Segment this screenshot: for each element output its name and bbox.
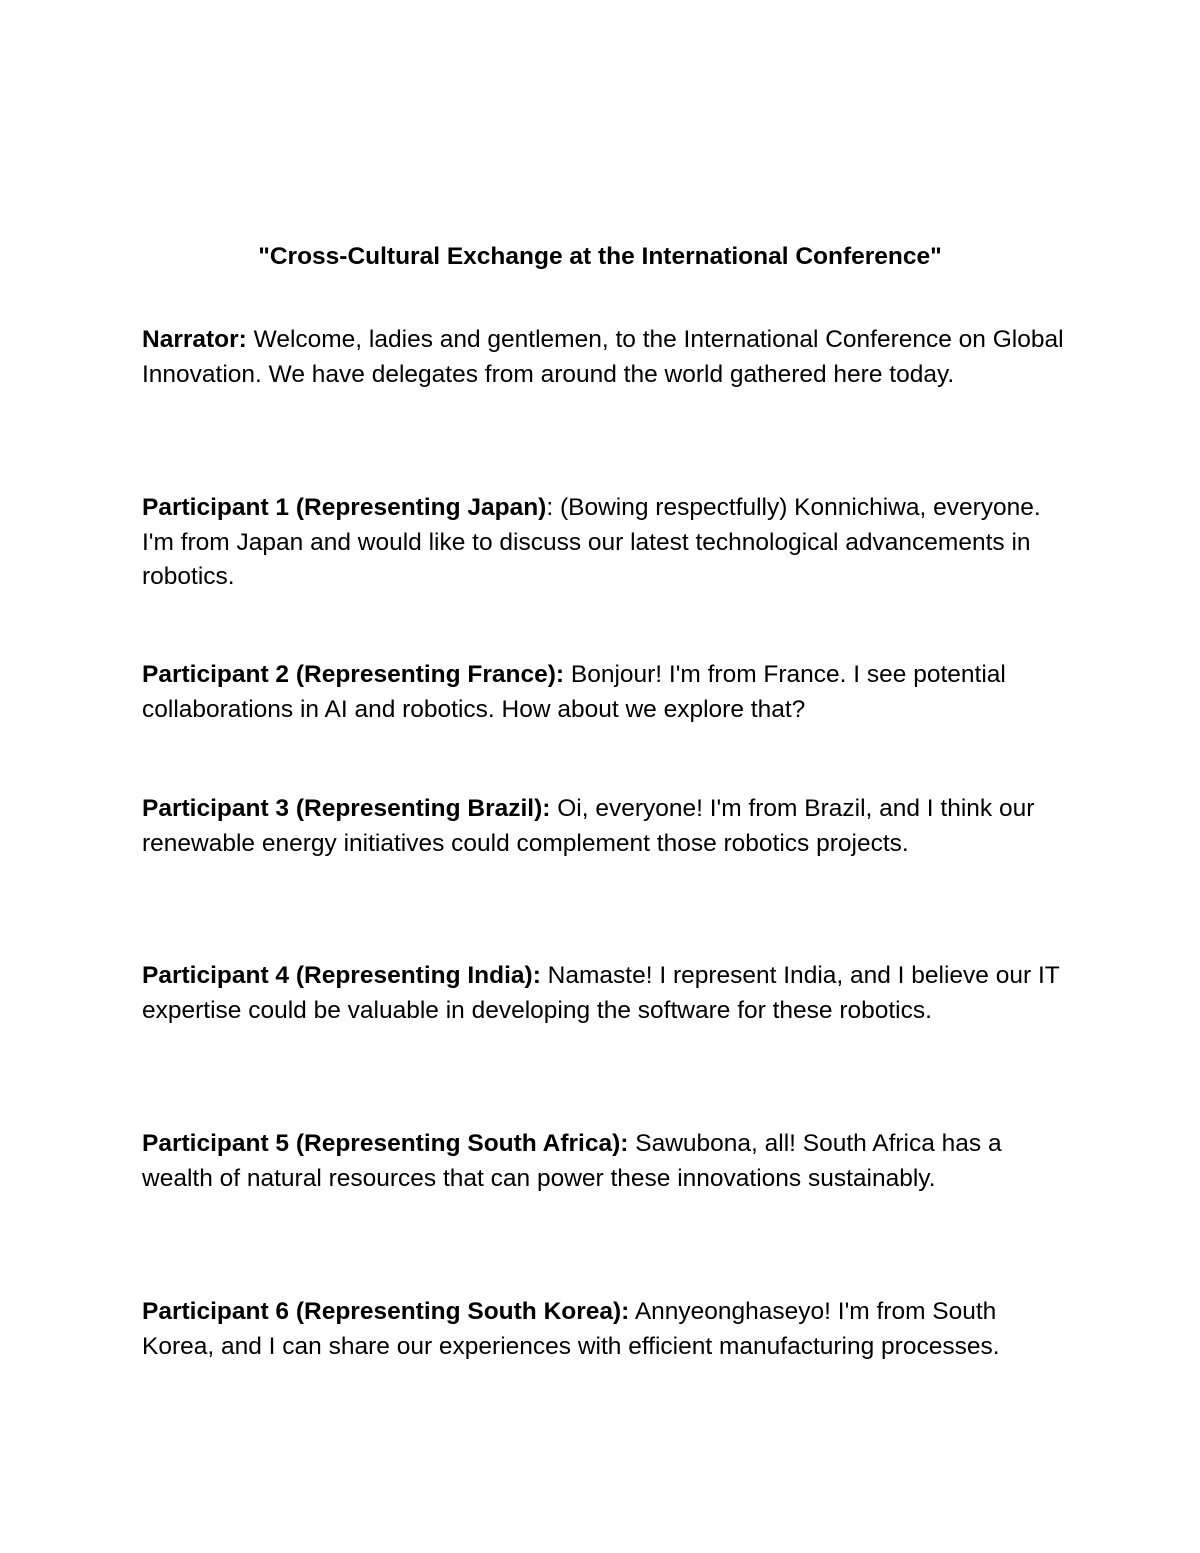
- speaker-label: Participant 5 (Representing South Africa):: [142, 1130, 629, 1157]
- speaker-label: Participant 4 (Representing India):: [142, 962, 541, 989]
- paragraph-narrator: [142, 323, 1072, 392]
- paragraph-participant-1: [142, 491, 1072, 595]
- speaker-label: Participant 3 (Representing Brazil):: [142, 795, 551, 822]
- dialogue-text: Bonjour! I'm from France. I see potential collaborations in AI and robotics. How about we explore that?: [142, 661, 1006, 723]
- dialogue-text: Annyeonghaseyo! I'm from South Korea, and I can share our experiences with efficient manufacturing processes.: [142, 1298, 1000, 1360]
- speaker-label: Narrator:: [142, 326, 247, 353]
- speaker-label: Participant 6 (Representing South Korea):: [142, 1298, 630, 1325]
- paragraph-participant-6: [142, 1295, 1072, 1364]
- document-title: "Cross-Cultural Exchange at the International Conference": [258, 243, 942, 270]
- speaker-label: Participant 2 (Representing France):: [142, 661, 565, 688]
- dialogue-text: Oi, everyone! I'm from Brazil, and I think our renewable energy initiatives could complement those robotics projects.: [142, 795, 1035, 857]
- speaker-label: Participant 1 (Representing Japan): [142, 494, 547, 521]
- dialogue-text: Welcome, ladies and gentlemen, to the International Conference on Global Innovation. We have delegates from around the world gathered here today.: [142, 326, 1064, 388]
- paragraph-participant-5: [142, 1127, 1072, 1196]
- paragraph-participant-3: [142, 792, 1072, 861]
- dialogue-text: Namaste! I represent India, and I believe our IT expertise could be valuable in developing the software for these robotics.: [142, 962, 1060, 1024]
- paragraph-participant-2: [142, 658, 1072, 727]
- dialogue-text: : (Bowing respectfully) Konnichiwa, everyone. I'm from Japan and would like to discuss our latest technological advancements in robotics.: [142, 494, 1041, 590]
- dialogue-text: Sawubona, all! South Africa has a wealth of natural resources that can power these innovations sustainably.: [142, 1130, 1002, 1192]
- paragraph-participant-4: [142, 959, 1072, 1028]
